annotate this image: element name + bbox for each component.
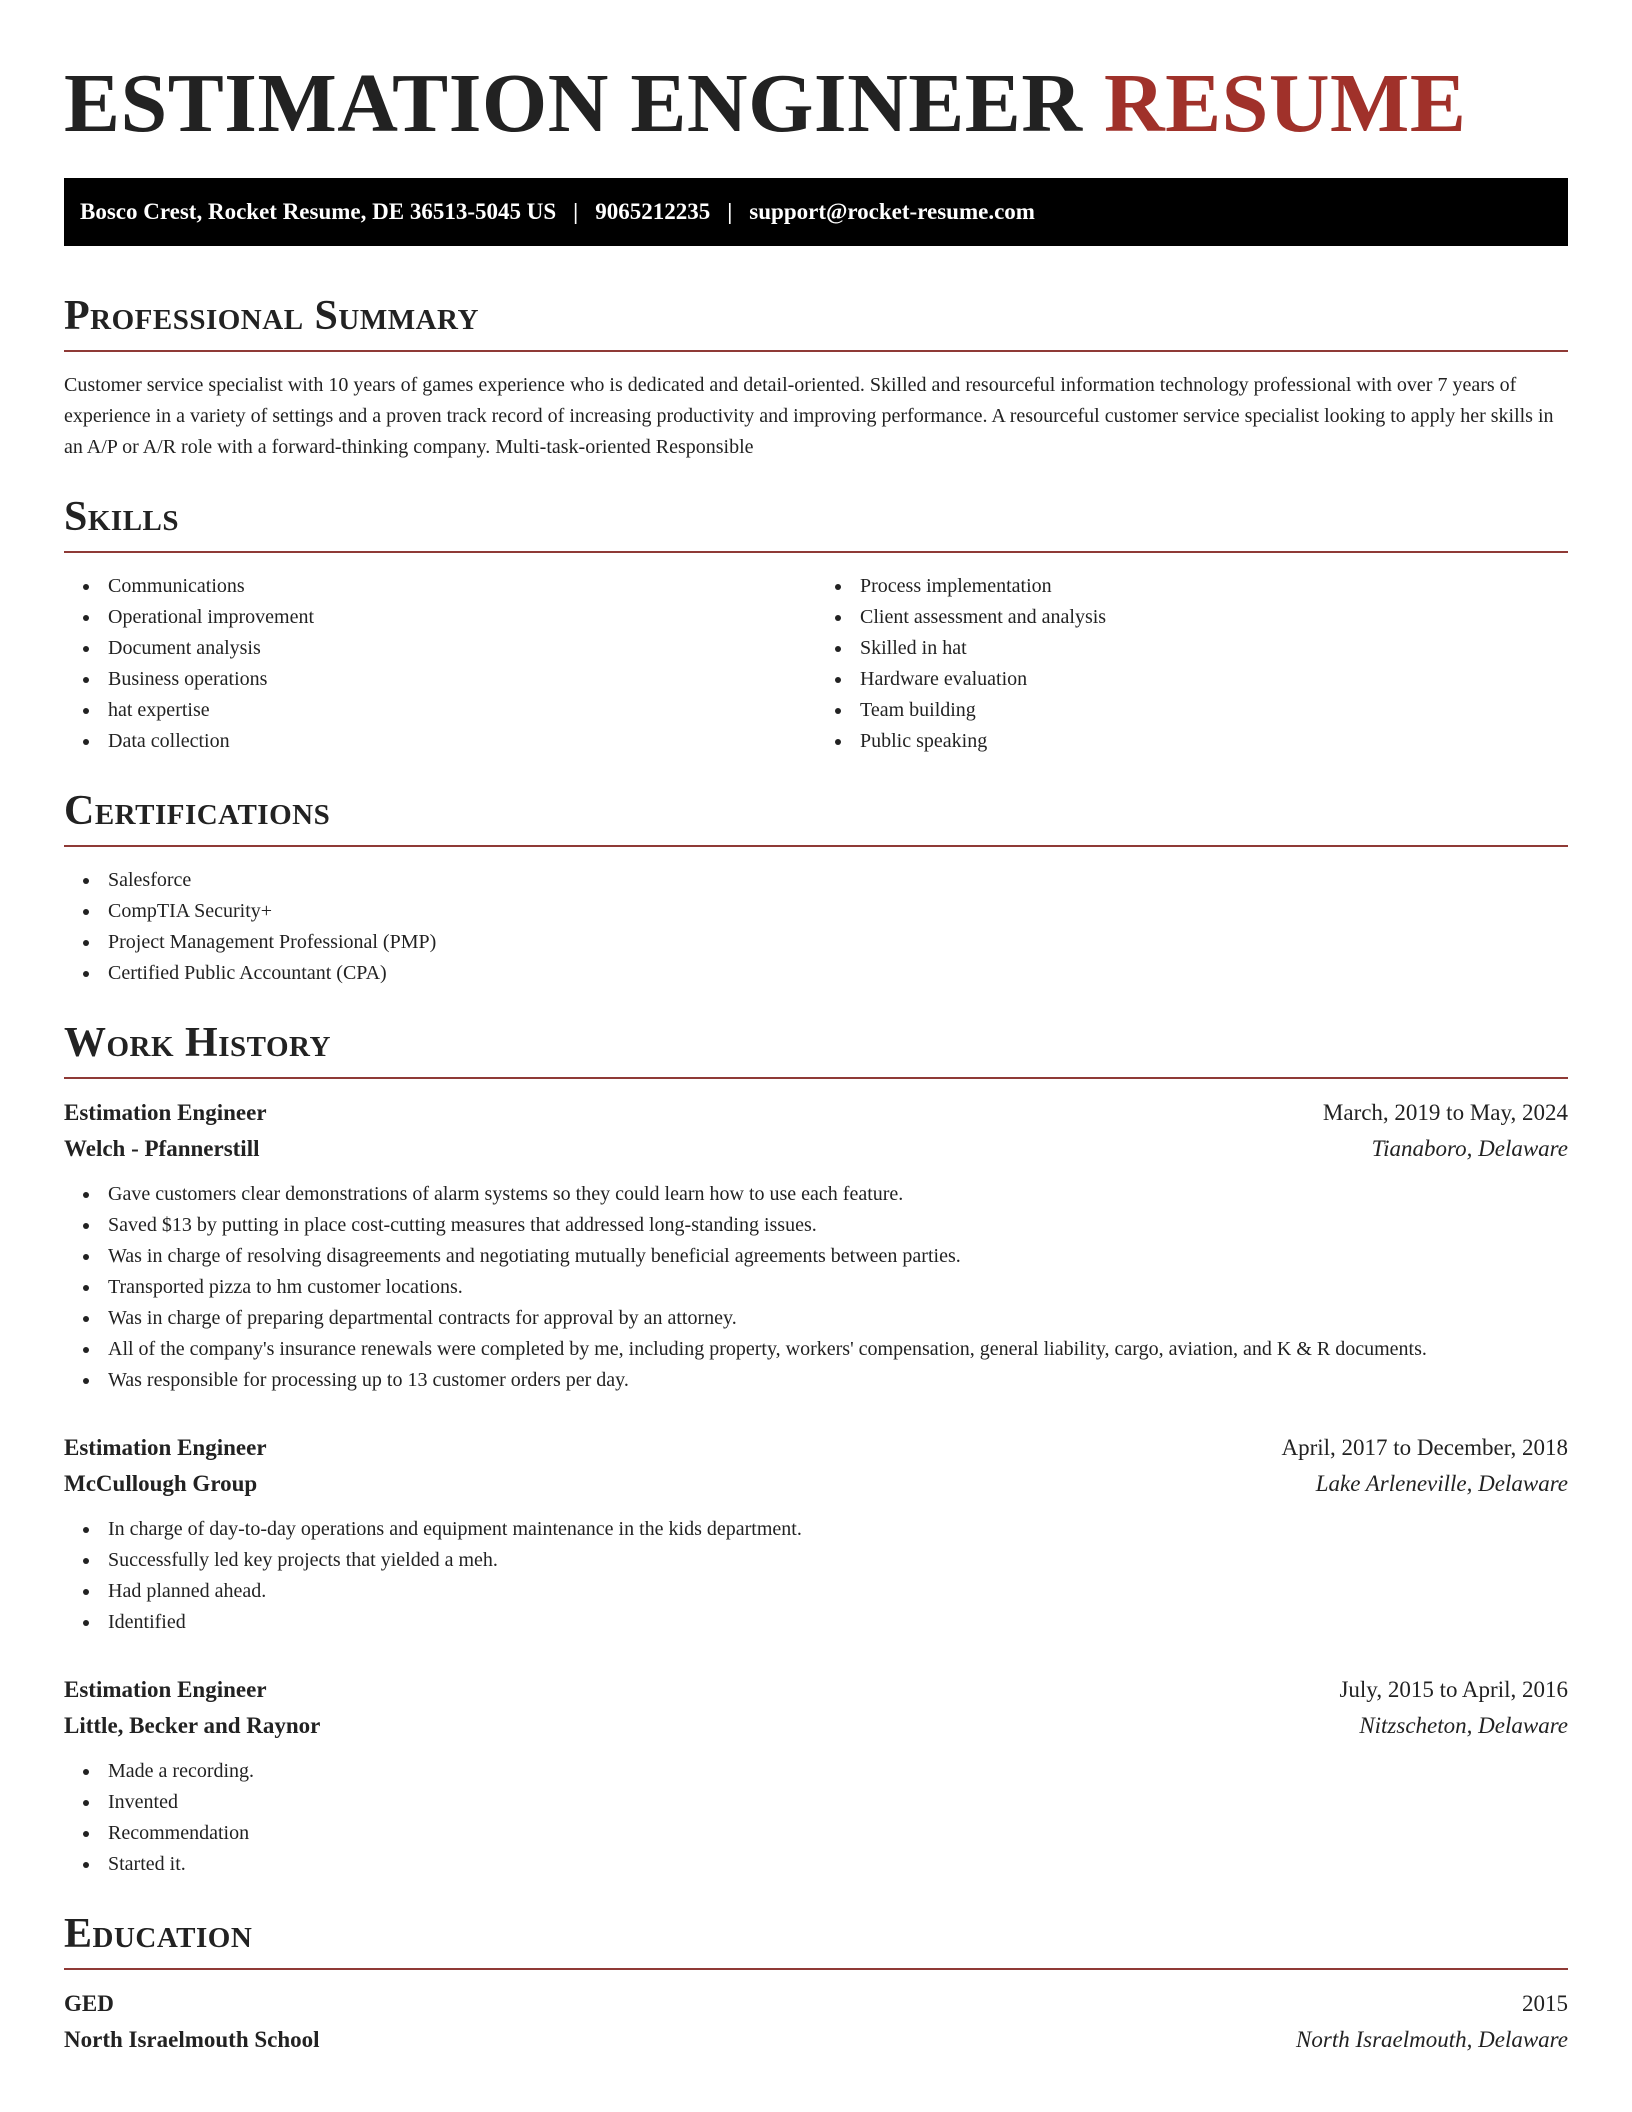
job-dates: April, 2017 to December, 2018: [1281, 1435, 1568, 1460]
job-bullet: Recommendation: [64, 1818, 1568, 1849]
job-location: Nitzscheton, Delaware: [1359, 1713, 1568, 1738]
job-title-row: [64, 1095, 1568, 1131]
skill-item: Business operations: [64, 664, 816, 695]
skill-item: Process implementation: [816, 571, 1568, 602]
summary-text: Customer service specialist with 10 years of games experience who is dedicated and detail-oriented. Skilled and resourceful information technology professional with over 7 years of experience in a variety of settings and a proven track record of increasing productivity and improving performance. A resourceful customer service specialist looking to apply her skills in an A/P or A/R role with a forward-thinking company. Multi-task-oriented Responsible: [64, 374, 1554, 458]
job-bullet: Made a recording.: [64, 1756, 1568, 1787]
skill-item: Document analysis: [64, 633, 816, 664]
job-company-row: [64, 1131, 1568, 1167]
job-entry: [64, 1672, 1568, 1880]
summary-heading: Professional Summary: [64, 293, 479, 339]
contact-bar: [64, 178, 1568, 246]
skills-list-left: [64, 571, 816, 757]
job-entry: [64, 1430, 1568, 1638]
skill-item: Team building: [816, 695, 1568, 726]
section-divider: [64, 350, 1568, 352]
job-location: Lake Arleneville, Delaware: [1315, 1471, 1568, 1496]
education-degree: GED: [64, 1991, 114, 2016]
job-bullet: Gave customers clear demonstrations of alarm systems so they could learn how to use each feature.: [64, 1179, 1568, 1210]
contact-phone: 9065212235: [595, 199, 711, 224]
skills-grid: [64, 571, 1568, 757]
job-bullet: Started it.: [64, 1849, 1568, 1880]
skill-item: Skilled in hat: [816, 633, 1568, 664]
job-bullet: Was in charge of preparing departmental contracts for approval by an attorney.: [64, 1303, 1568, 1334]
job-bullets: [64, 1179, 1568, 1396]
education-row: [64, 1986, 1568, 2022]
skill-item: Operational improvement: [64, 602, 816, 633]
education-row: [64, 2022, 1568, 2058]
job-title: Estimation Engineer: [64, 1677, 267, 1702]
skills-list-right: [816, 571, 1568, 757]
job-company: Welch - Pfannerstill: [64, 1136, 260, 1161]
section-divider: [64, 845, 1568, 847]
resume-title: [64, 56, 1568, 152]
title-main: ESTIMATION ENGINEER: [64, 57, 1083, 150]
job-entry: [64, 1095, 1568, 1396]
education-school: North Israelmouth School: [64, 2027, 320, 2052]
job-bullet: All of the company's insurance renewals were completed by me, including property, workers' compensation, general liability, cargo, aviation, and K & R documents.: [64, 1334, 1568, 1365]
job-company-row: [64, 1466, 1568, 1502]
section-divider: [64, 551, 1568, 553]
education-section: [64, 1908, 1568, 2058]
job-bullet: Invented: [64, 1787, 1568, 1818]
education-heading: Education: [64, 1911, 253, 1957]
summary-section: [64, 290, 1568, 463]
section-divider: [64, 1968, 1568, 1970]
contact-email: support@rocket-resume.com: [749, 199, 1035, 224]
contact-separator: |: [573, 199, 579, 224]
certifications-section: [64, 785, 1568, 989]
certifications-list: [64, 865, 1568, 989]
skill-item: Communications: [64, 571, 816, 602]
jobs-container: [64, 1095, 1568, 1880]
skill-item: Public speaking: [816, 726, 1568, 757]
job-company: McCullough Group: [64, 1471, 258, 1496]
job-title-row: [64, 1672, 1568, 1708]
skills-heading: Skills: [64, 494, 180, 540]
skill-item: Data collection: [64, 726, 816, 757]
skill-item: hat expertise: [64, 695, 816, 726]
job-title: Estimation Engineer: [64, 1435, 267, 1460]
certification-item: Salesforce: [64, 865, 1568, 896]
skills-section: [64, 491, 1568, 757]
contact-address: Bosco Crest, Rocket Resume, DE 36513-5045 US: [80, 199, 557, 224]
title-accent: RESUME: [1103, 57, 1467, 150]
certification-item: CompTIA Security+: [64, 896, 1568, 927]
certification-item: Certified Public Accountant (CPA): [64, 958, 1568, 989]
job-bullet: Was responsible for processing up to 13 customer orders per day.: [64, 1365, 1568, 1396]
job-location: Tianaboro, Delaware: [1371, 1136, 1568, 1161]
certification-item: Project Management Professional (PMP): [64, 927, 1568, 958]
job-dates: March, 2019 to May, 2024: [1322, 1100, 1568, 1125]
skill-item: Client assessment and analysis: [816, 602, 1568, 633]
work-heading: Work History: [64, 1020, 331, 1066]
job-bullet: Saved $13 by putting in place cost-cutting measures that addressed long-standing issues.: [64, 1210, 1568, 1241]
education-location: North Israelmouth, Delaware: [1296, 2027, 1568, 2052]
job-bullet: Was in charge of resolving disagreements and negotiating mutually beneficial agreements between parties.: [64, 1241, 1568, 1272]
education-entry: [64, 1986, 1568, 2058]
education-year: 2015: [1522, 1991, 1568, 2016]
job-title-row: [64, 1430, 1568, 1466]
job-bullet: In charge of day-to-day operations and equipment maintenance in the kids department.: [64, 1514, 1568, 1545]
job-bullets: [64, 1514, 1568, 1638]
job-company-row: [64, 1708, 1568, 1744]
work-section: [64, 1017, 1568, 1880]
job-bullet: Successfully led key projects that yielded a meh.: [64, 1545, 1568, 1576]
section-divider: [64, 1077, 1568, 1079]
job-company: Little, Becker and Raynor: [64, 1713, 321, 1738]
job-bullet: Transported pizza to hm customer locations.: [64, 1272, 1568, 1303]
job-bullet: Identified: [64, 1607, 1568, 1638]
job-title: Estimation Engineer: [64, 1100, 267, 1125]
skill-item: Hardware evaluation: [816, 664, 1568, 695]
certifications-heading: Certifications: [64, 788, 331, 834]
job-bullet: Had planned ahead.: [64, 1576, 1568, 1607]
contact-separator: |: [727, 199, 733, 224]
job-dates: July, 2015 to April, 2016: [1339, 1677, 1568, 1702]
job-bullets: [64, 1756, 1568, 1880]
